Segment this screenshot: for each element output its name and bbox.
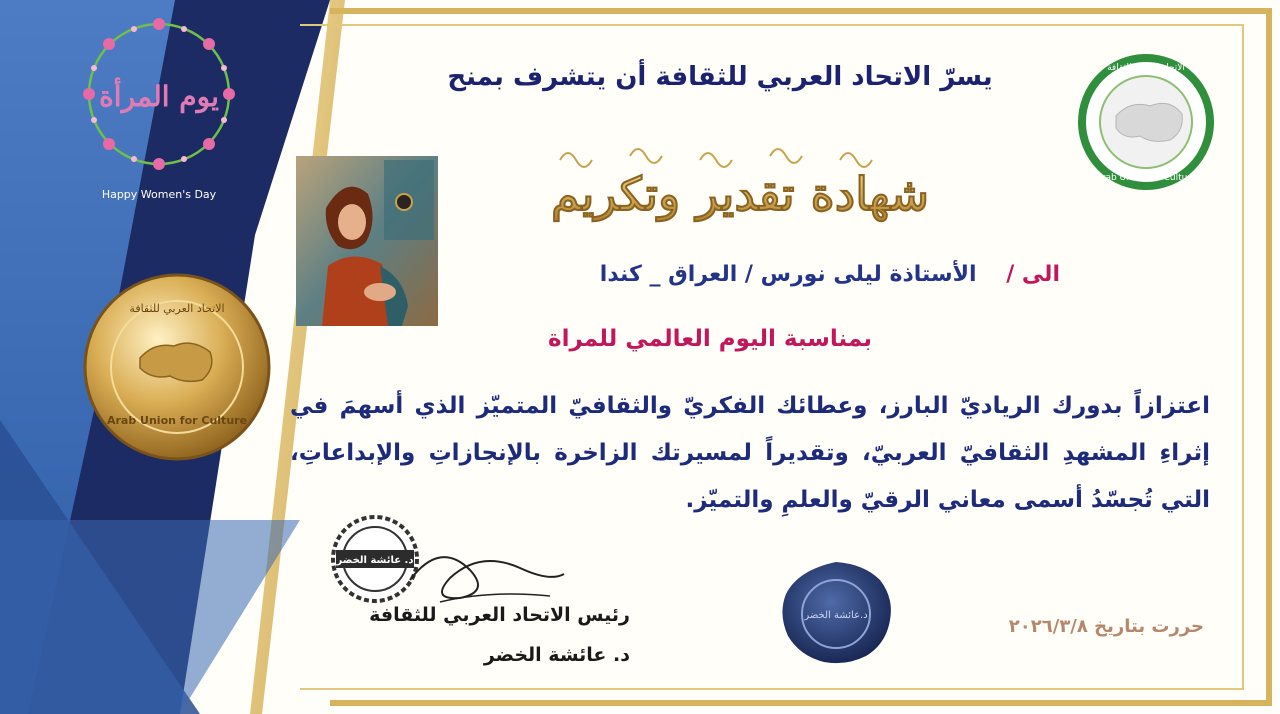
logo-english-text: Arab Union for Culture <box>1095 173 1197 183</box>
date-line: حررت بتاريخ ٢٠٢٦/٣/٨ <box>1008 616 1204 637</box>
gold-medal-logo <box>82 272 272 462</box>
signatory-name: د. عائشة الخضر <box>483 644 630 666</box>
womens-day-arabic-text: يوم المرأة <box>99 80 219 113</box>
womens-day-english-text: Happy Women's Day <box>101 188 217 201</box>
medal-arabic-text: الاتحاد العربي للثقافة <box>129 302 225 315</box>
wax-seal-text: د.عائشة الخضر <box>804 610 868 621</box>
certificate-body-text: اعتزازاً بدورك الرياديّ البارز، وعطائك الفكريّ والثقافيّ المتميّز الذي أسهمَ في إثراءِ المشهدِ الثقافيّ العربيّ، وتقديراً لمسيرتك الزاخرة بالإنجازاتِ والإبداعاتِ، التي تُجسّدُ أسمى معاني الرقيّ والعلمِ والتميّز. <box>290 393 1210 513</box>
recipient-prefix: الى / <box>1006 262 1060 287</box>
womens-day-wreath-logo <box>74 6 244 206</box>
certificate-title <box>520 138 960 248</box>
stamp-seal-text: د. عائشة الخضر <box>336 555 414 566</box>
signatory-title: رئيس الاتحاد العربي للثقافة <box>369 604 630 626</box>
recipient-name: الأستاذة ليلى نورس / العراق _ كندا <box>599 262 977 287</box>
medal-english-text: Arab Union for Culture <box>106 414 248 427</box>
recipient-row <box>470 262 1060 287</box>
certificate-title-text: شهادة تقدير وتكريم <box>551 167 929 221</box>
wax-seal <box>776 558 896 668</box>
header-line: يسرّ الاتحاد العربي للثقافة أن يتشرف بمنح <box>447 62 993 92</box>
arab-union-culture-logo <box>1078 54 1214 190</box>
portrait-painting <box>296 156 438 326</box>
logo-arabic-text: الاتحاد العربي للثقافة <box>1107 63 1185 73</box>
signature <box>400 530 570 610</box>
occasion-line: بمناسبة اليوم العالمي للمراة <box>548 326 872 352</box>
